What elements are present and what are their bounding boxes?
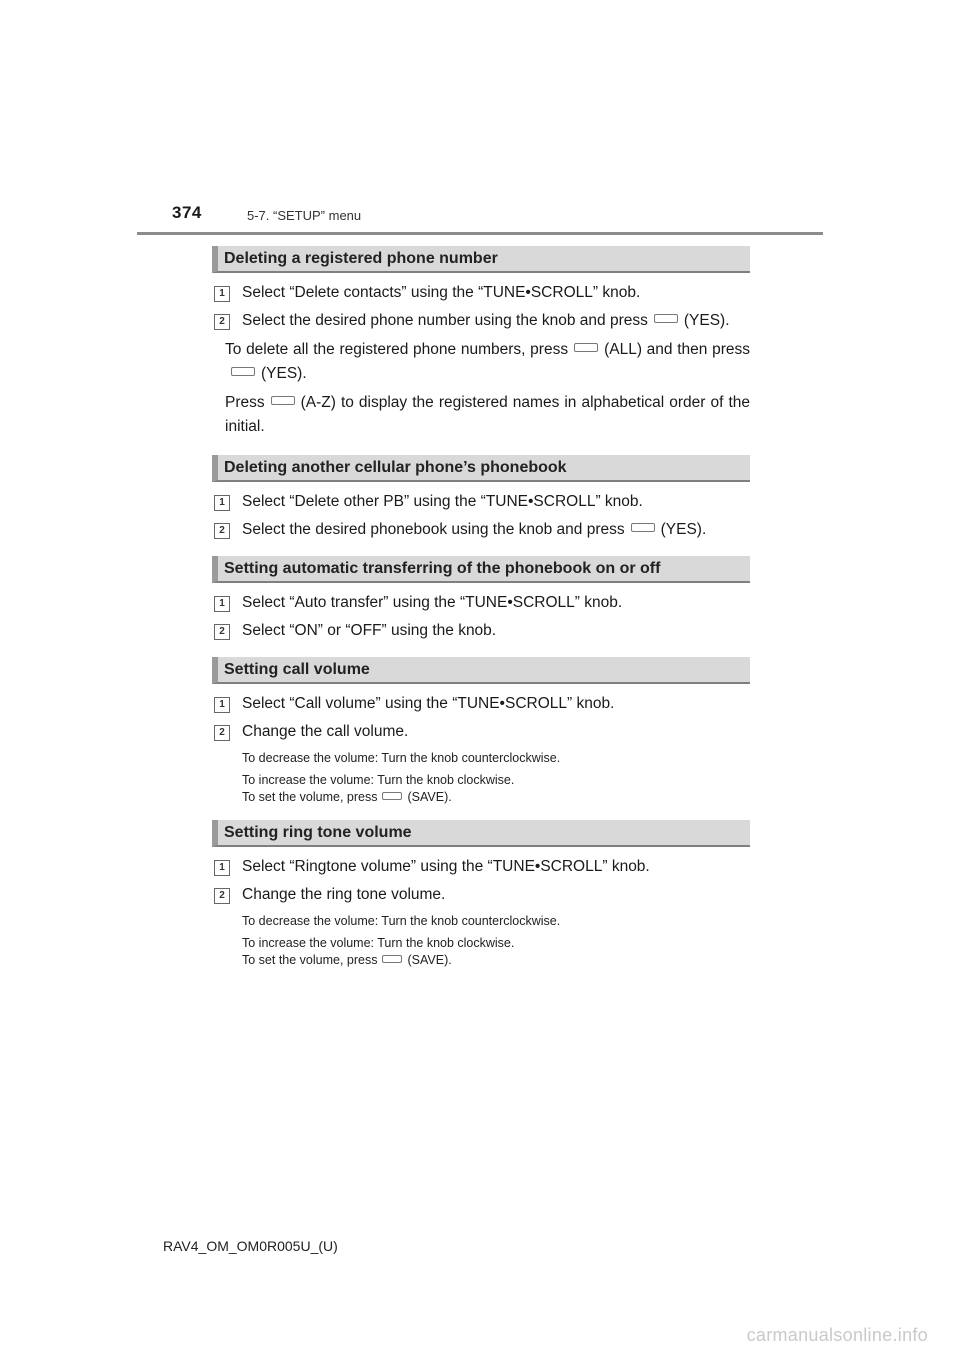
- note-text: To set the volume, press: [242, 953, 378, 967]
- note-increase-volume: To increase the volume: Turn the knob clockwise.: [242, 936, 515, 950]
- section-header-delete-phonebook: Deleting another cellular phone’s phonebook: [212, 455, 750, 482]
- section-header-call-volume: Setting call volume: [212, 657, 750, 684]
- note-text: (SAVE).: [407, 790, 452, 804]
- step-2: [212, 518, 750, 542]
- step-text: Select “ON” or “OFF” using the knob.: [242, 622, 497, 639]
- step-text: Select “Call volume” using the “TUNE•SCROLL” knob.: [242, 695, 615, 712]
- step-text: Select “Delete other PB” using the “TUNE•SCROLL” knob.: [242, 493, 643, 510]
- step-1: [212, 855, 750, 879]
- note-decrease-volume: To decrease the volume: Turn the knob counterclockwise.: [242, 751, 561, 765]
- note-text: To set the volume, press: [242, 790, 378, 804]
- section-header-auto-transfer: Setting automatic transferring of the phonebook on or off: [212, 556, 750, 583]
- step-2: [212, 720, 750, 744]
- note-text: To delete all the registered phone numbers, press: [225, 341, 569, 358]
- page-content: [212, 246, 750, 969]
- button-icon: [271, 396, 295, 405]
- step-text: Select the desired phonebook using the knob and press: [242, 521, 625, 538]
- step-1: [212, 281, 750, 305]
- step-number-badge: 1: [214, 860, 230, 876]
- step-number-badge: 2: [214, 523, 230, 539]
- note-alphabetical: [212, 391, 750, 439]
- step-2: [212, 309, 750, 333]
- step-2: [212, 883, 750, 907]
- button-icon: [382, 955, 402, 963]
- step-number-badge: 2: [214, 888, 230, 904]
- step-text: Select the desired phone number using the knob and press: [242, 312, 648, 329]
- step-text: Change the ring tone volume.: [242, 886, 446, 903]
- step-text: Select “Ringtone volume” using the “TUNE•SCROLL” knob.: [242, 858, 650, 875]
- section-header-ring-volume: Setting ring tone volume: [212, 820, 750, 847]
- note-text: (ALL) and then press: [604, 341, 750, 358]
- chapter-title: 5-7. “SETUP” menu: [247, 208, 362, 223]
- step-text: Select “Auto transfer” using the “TUNE•SCROLL” knob.: [242, 594, 623, 611]
- button-icon: [382, 792, 402, 800]
- note-text: (YES).: [261, 365, 307, 382]
- step-1: [212, 490, 750, 514]
- note-text: (SAVE).: [407, 953, 452, 967]
- step-text: Select “Delete contacts” using the “TUNE•SCROLL” knob.: [242, 284, 641, 301]
- header-rule: [137, 232, 823, 235]
- step-1: [212, 591, 750, 615]
- section-header-delete-number: Deleting a registered phone number: [212, 246, 750, 273]
- step-number-badge: 1: [214, 495, 230, 511]
- note-text: (A-Z) to display the registered names in alphabetical order of the initial.: [225, 394, 750, 435]
- step-text: Change the call volume.: [242, 723, 409, 740]
- step-number-badge: 2: [214, 314, 230, 330]
- step-1: [212, 692, 750, 716]
- watermark: carmanualsonline.info: [746, 1325, 928, 1345]
- note-text: Press: [225, 394, 265, 411]
- note-set-volume: [212, 952, 750, 969]
- step-text: (YES).: [660, 521, 707, 538]
- step-2: [212, 619, 750, 643]
- note-increase-volume: To increase the volume: Turn the knob clockwise.: [242, 773, 515, 787]
- button-icon: [654, 314, 678, 323]
- step-number-badge: 2: [214, 624, 230, 640]
- note-decrease-volume: To decrease the volume: Turn the knob counterclockwise.: [242, 914, 561, 928]
- note-delete-all: [212, 338, 750, 386]
- footer-code: RAV4_OM_OM0R005U_(U): [163, 1238, 338, 1254]
- button-icon: [631, 523, 655, 532]
- step-text: (YES).: [683, 312, 730, 329]
- step-number-badge: 2: [214, 725, 230, 741]
- step-number-badge: 1: [214, 596, 230, 612]
- button-icon: [574, 343, 598, 352]
- button-icon: [231, 367, 255, 376]
- note-set-volume: [212, 789, 750, 806]
- step-number-badge: 1: [214, 697, 230, 713]
- step-number-badge: 1: [214, 286, 230, 302]
- page-number: 374: [172, 203, 202, 222]
